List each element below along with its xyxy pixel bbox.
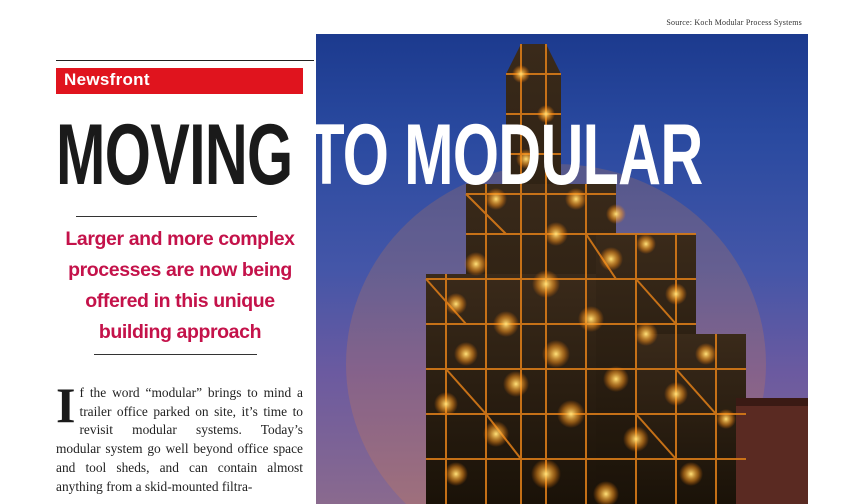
modular-plant-illustration [316,34,808,504]
cover-photo [316,34,808,504]
section-banner [56,68,303,94]
body-paragraph: f the word “modular” brings to mind a trailer office parked on site, it’s time to revisit modular systems. Today’s modular system go well beyond office space and tool sheds, and can contain almost anything from a skid-mounted filtra- [56,385,303,494]
drop-cap: I [56,377,76,433]
deck-rule-bottom [94,354,257,355]
section-label: Newsfront [64,70,150,89]
body-text [56,377,303,496]
deck-rule-top [76,216,257,217]
photo-credit: Source: Koch Modular Process Systems [666,18,802,27]
headline [56,107,703,203]
headline-part-dark: MOVING [56,107,293,203]
top-rule [56,60,314,61]
deck: Larger and more complex processes are now being offered in this unique building approach [65,228,295,343]
headline-part-light: TO MODULAR [292,107,703,203]
